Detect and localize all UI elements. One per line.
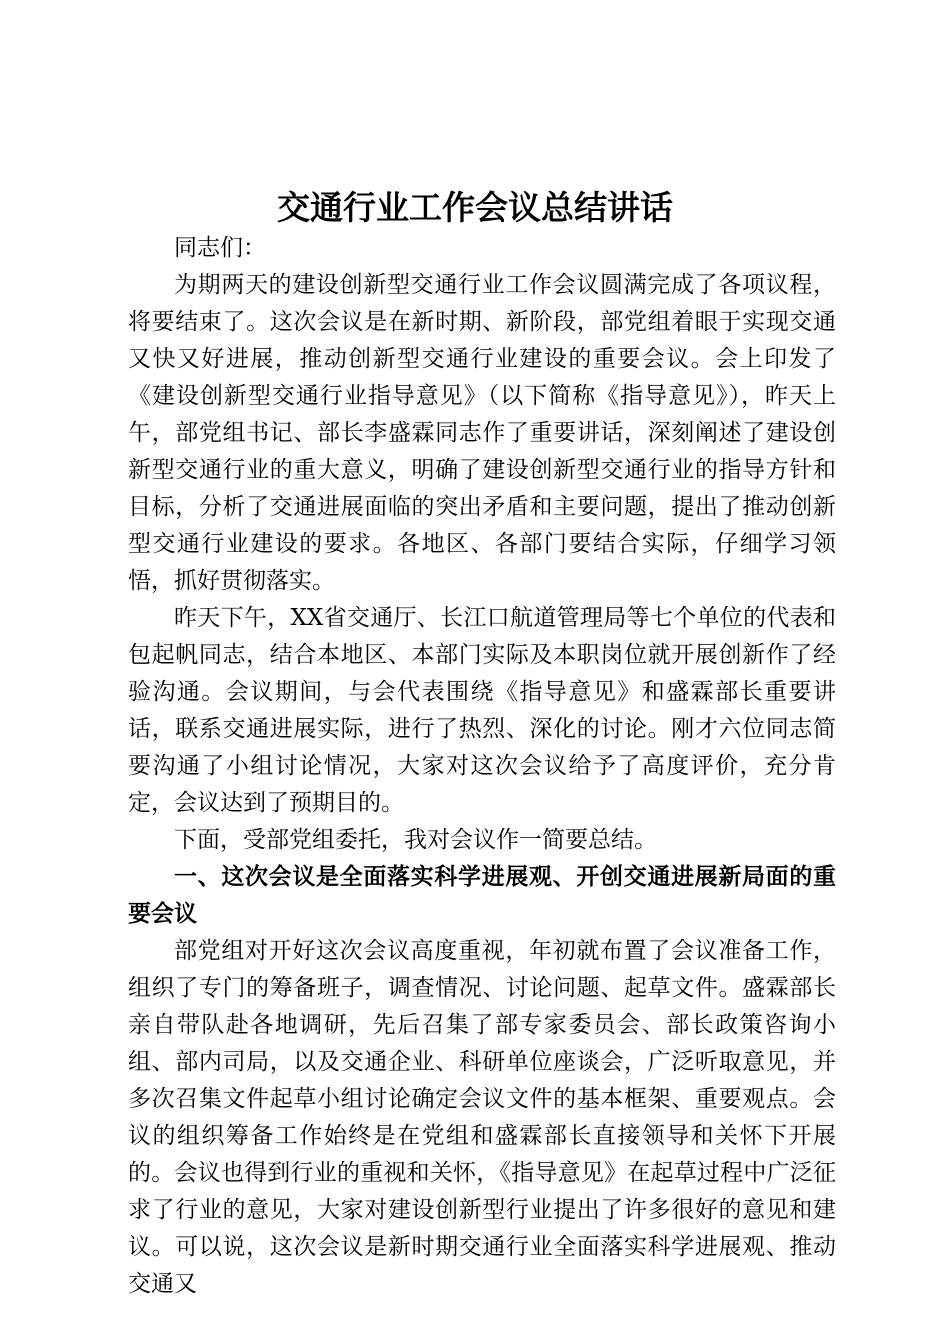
paragraph-2: 昨天下午，XX省交通厅、长江口航道管理局等七个单位的代表和包起帆同志，结合本地区、本部门实际及本职岗位就开展创新作了经验沟通。会议期间，与会代表围绕《指导意见》和盛霖部长重要讲话，联系交通进展实际，进行了热烈、深化的讨论。刚才六位同志简要沟通了小组讨论情况，大家对这次会议给予了高度评价，充分肯定，会议达到了预期目的。 — [128, 605, 836, 816]
paragraph-1: 为期两天的建设创新型交通行业工作会议圆满完成了各项议程，将要结束了。这次会议是在新时期、新阶段，部党组着眼于实现交通又快又好进展，推动创新型交通行业建设的重要会议。会上印发了《建设创新型交通行业指导意见》（以下简称《指导意见》），昨天上午，部党组书记、部长李盛霖同志作了重要讲话，深刻阐述了建设创新型交通行业的重大意义，明确了建设创新型交通行业的指导方针和目标，分析了交通进展面临的突出矛盾和主要问题，提出了推动创新型交通行业建设的要求。各地区、各部门要结合实际，仔细学习领悟，抓好贯彻落实。 — [128, 272, 836, 594]
section-heading-1: 一、这次会议是全面落实科学进展观、开创交通进展新局面的重要会议 — [128, 864, 836, 927]
document-title: 交通行业工作会议总结讲话 — [277, 188, 673, 227]
paragraph-3: 下面，受部党组委托，我对会议作一简要总结。 — [174, 827, 657, 853]
section-1-paragraph: 部党组对开好这次会议高度重视，年初就布置了会议准备工作，组织了专门的筹备班子，调查情况、讨论问题、起草文件。盛霖部长亲自带队赴各地调研，先后召集了部专家委员会、部长政策咨询小组、部内司局，以及交通企业、科研单位座谈会，广泛听取意见，并多次召集文件起草小组讨论确定会议文件的基本框架、重要观点。会议的组织筹备工作始终是在党组和盛霖部长直接领导和关怀下开展的。会议也得到行业的重视和关怀，《指导意见》在起草过程中广泛征求了行业的意见，大家对建设创新型行业提出了许多很好的意见和建议。可以说，这次会议是新时期交通行业全面落实科学进展观、推动交通又 — [128, 938, 836, 1297]
salutation: 同志们： — [174, 235, 266, 261]
document-body — [128, 230, 836, 1303]
